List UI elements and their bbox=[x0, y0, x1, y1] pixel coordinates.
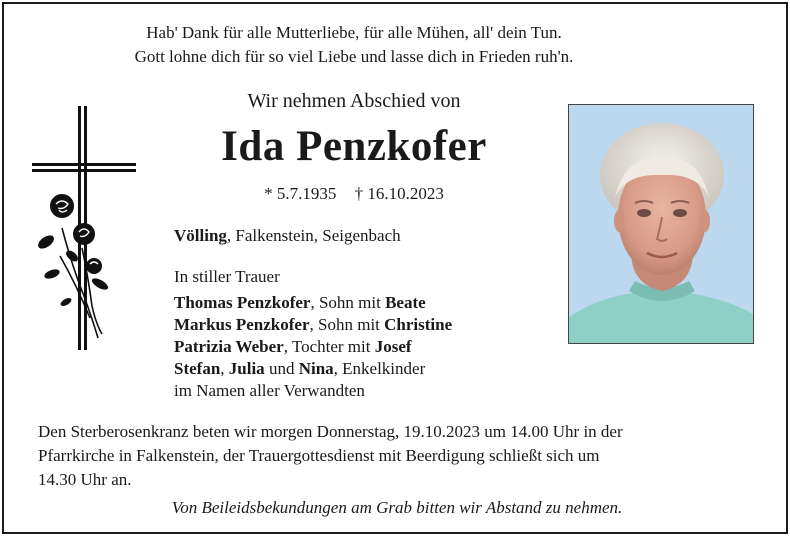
farewell-intro: Wir nehmen Abschied von bbox=[247, 90, 461, 112]
mourner-name: Markus Penzkofer bbox=[174, 315, 310, 334]
main-place: Völling bbox=[174, 226, 227, 245]
mourner-partner: Beate bbox=[385, 293, 426, 312]
mourner-row bbox=[174, 336, 412, 358]
life-dates bbox=[124, 184, 584, 204]
cross-with-roses-icon bbox=[32, 106, 138, 352]
obituary-frame bbox=[2, 2, 788, 534]
mourning-intro: In stiller Trauer bbox=[174, 267, 280, 286]
notice-line-3: 14.30 Uhr an. bbox=[38, 470, 132, 489]
places-line bbox=[174, 226, 401, 246]
mourner-row bbox=[174, 314, 452, 336]
notice-line-2: Pfarrkirche in Falkenstein, der Trauergottesdienst mit Beerdigung schließt sich um bbox=[38, 446, 600, 465]
grandchild-name: Julia bbox=[228, 359, 265, 378]
birth-date: * 5.7.1935 bbox=[264, 184, 337, 203]
grandchild-name: Nina bbox=[298, 359, 334, 378]
mourner-relation: , Sohn mit bbox=[309, 315, 385, 334]
closing-request: Von Beileidsbekundungen am Grab bitten wir Abstand zu nehmen. bbox=[171, 498, 623, 517]
mourner-name: Patrizia Weber bbox=[174, 337, 284, 356]
deceased-name: Ida Penzkofer bbox=[221, 123, 487, 170]
mourner-name: Thomas Penzkofer bbox=[174, 293, 311, 312]
mourner-relation: , Tochter mit bbox=[283, 337, 375, 356]
mourner-relation: , Sohn mit bbox=[310, 293, 386, 312]
death-date: † 16.10.2023 bbox=[354, 184, 444, 203]
mourner-partner: Josef bbox=[374, 337, 412, 356]
verse-line-2: Gott lohne dich für so viel Liebe und lasse dich in Frieden ruh'n. bbox=[134, 47, 574, 66]
notice-line-1: Den Sterberosenkranz beten wir morgen Donnerstag, 19.10.2023 um 14.00 Uhr in der bbox=[38, 422, 623, 441]
other-places: , Falkenstein, Seigenbach bbox=[226, 226, 401, 245]
mourner-partner: Christine bbox=[384, 315, 453, 334]
grandchild-name: Stefan bbox=[174, 359, 221, 378]
mourning-closing: im Namen aller Verwandten bbox=[174, 381, 365, 400]
grandchildren-row: Stefan, Julia und Nina, Enkelkinder bbox=[174, 359, 426, 378]
portrait-photo bbox=[568, 104, 754, 344]
verse-line-1: Hab' Dank für alle Mutterliebe, für alle Mühen, all' dein Tun. bbox=[146, 23, 562, 42]
mourner-row bbox=[174, 292, 426, 314]
